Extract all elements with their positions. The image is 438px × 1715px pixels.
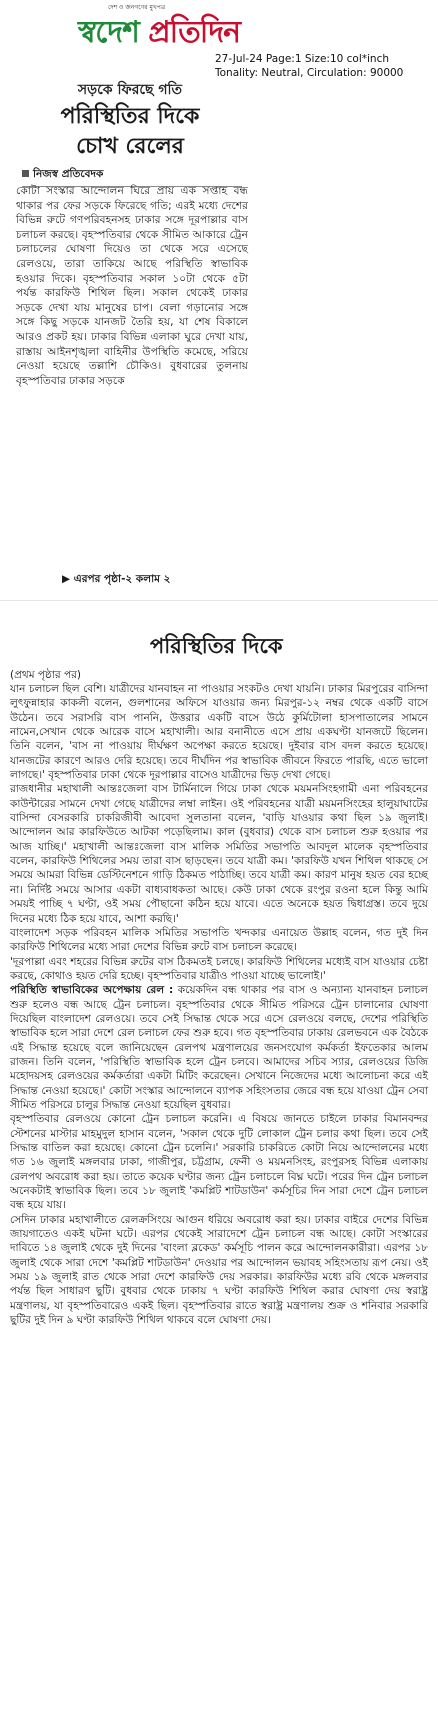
story2-paragraph: সেদিন ঢাকার মহাখালীতে রেলক্রসিংয়ে আগুন ধরিয়ে অবরোধ করা হয়। ঢাকার বাইরে দেশের বিভিন্ন জায়গাতেও একই ঘটনা ঘটে। এরপর থেকেই সারাদেশে ট্রেন চলাচল বন্ধ আছে। কোটা সংস্কারের দাবিতে ১৪ জুলাই থেকে দুই দিনের 'বাংলা ব্লকেড' কর্মসূচি পালন করে আন্দোলনকারীরা। এরপর ১৮ জুলাই থেকে সারা দেশে 'কমপ্লিট শাটডাউন' দেওয়ার পর আন্দোলন ভয়াবহ সহিংসতায় রূপ নেয়। ওই সময় ১৯ জুলাই রাত থেকে সারা দেশে কারফিউ দেয় সরকার। কারফিউর মধ্যে রবি থেকে মঙ্গলবার পর্যন্ত ছিল সাধারণ ছুটি। বুধবার থেকে ঢাকায় ৭ ঘণ্টা কারফিউ শিথিল করার ঘোষণা দেয় স্বরাষ্ট্র মন্ত্রণালয়, যা বৃহস্পতিবারেও একই ছিল। বৃহস্পতিবার রাতে স্বরাষ্ট্র মন্ত্রণালয় শুক্র ও শনিবার সরকারি ছুটির দুই দিন ৯ ঘণ্টা কারফিউ শিথিল থাকবে বলে ঘোষণা দেয়। — [10, 1213, 428, 1327]
headline-line-2: চোখ রেলের — [76, 134, 184, 159]
story2-paragraph: যান চলাচল ছিল বেশি। যাত্রীদের যানবাহন না পাওয়ার সংকটও দেখা যায়নি। ঢাকার মিরপুরের বাসিন্দা লুৎফুন্নাহার কাকলী বলেন, গুলশানের অফিসে যাওয়ার জন্য মিরপুর-১২ নম্বর থেকে একটি বাসে উঠেন। তবে সরাসরি বাস পাননি, উত্তরার একটি বাসে উঠে কুর্মিটোলা হাসপাতালের সামনে নামেন,সেখান থেকে আরেক বাসে মহাখালী। আর বনানীতে এসে প্রায় একঘণ্টা যানজটে ছিলেন। তিনি বলেন, 'বাস না পাওয়ায় দীর্ঘক্ষণ অপেক্ষা করতে হয়েছে। দুইবার বাস বদল করতে হয়েছে। যানজটের কারণে আরও দেরি হয়েছে। তবে দীর্ঘদিন পর স্বাভাবিক জীবনে ফিরতে পারছি, এতে ভালো লাগছে।' বৃহস্পতিবার ঢাকা থেকে দূরপাল্লার বাসেও যাত্রীদের ভিড় দেখা গেছে। — [10, 683, 428, 782]
meta-line-2: Tonality: Neutral, Circulation: 90000 — [215, 67, 404, 79]
subhead-text: কয়েকদিন বন্ধ থাকার পর বাস ও অন্যান্য যানবাহন চলাচল শুরু হলেও বন্ধ আছে ট্রেন চলাচল। বৃহস্পতিবার থেকে সীমিত পরিসরে ট্রেন চালানোর ঘোষণা দিয়েছিল বাংলাদেশ রেলওয়ে। তবে সেই সিদ্ধান্ত থেকে সরে এসে রেলওয়ে বলছে, দেশের পরিস্থিতি স্বাভাবিক হলে সারা দেশে রেল চলাচল ফের শুরু হবে। গত বৃহস্পতিবার ঢাকায় রেলভবনে এক বৈঠকে এই সিদ্ধান্ত হয়েছে বলে জানিয়েছেন রেলপথ মন্ত্রণালয়ের জনসংযোগ কর্মকর্তা ইফতেকার আলম রাজন। তিনি বলেন, 'পরিস্থিতি স্বাভাবিক হলে ট্রেন চলবে। আমাদের সচিব স্যার, রেলওয়ের ডিজি মহোদয়সহ রেলওয়ের কর্মকর্তারা একটা মিটিং করেছেন। সেখানে নিজেদের মধ্যে আলোচনা করে এই সিদ্ধান্ত নেওয়া হয়েছে।' কোটা সংস্কার আন্দোলনে ব্যাপক সহিংসতার জেরে বন্ধ হয়ে যাওয়া ট্রেন সেবা সীমিত পরিসরে চালুর সিদ্ধান্ত নেওয়া হয়েছিল বুধবার। — [10, 984, 429, 1111]
logo-part-1: স্বদেশ — [78, 15, 139, 50]
story1-paragraph: কোটা সংস্কার আন্দোলন ঘিরে প্রায় এক সপ্তাহ বন্ধ থাকার পর ফের সড়কে ফিরেছে গতি; এরই মধ্যে দেশের বিভিন্ন রুটে গণপরিবহনসহ ঢাকার সঙ্গে দূরপাল্লার বাস চলাচল করছে। বৃহস্পতিবার থেকে সীমিত আকারে ট্রেন চলাচলের ঘোষণা দিয়েও তা থেকে সরে এসেছে রেলওয়ে, তারা তাকিয়ে আছে পরিস্থিতি স্বাভাবিক হওয়ার দিকে। বৃহস্পতিবার সকাল ১০টা থেকে ৫টা পর্যন্ত কারফিউ শিথিল ছিল। সকাল থেকেই ঢাকার সড়কে দেখা যায় মানুষের চাপ। বেলা গড়ানোর সঙ্গে সঙ্গে কিছু সড়কে যানজট তৈরি হয়, যা শেষ বিকালে আরও প্রকট হয়। ঢাকার বিভিন্ন এলাকা ঘুরে দেখা যায়, রাস্তায় আইনশৃঙ্খলা বাহিনীর উপস্থিতি কমেছে, সরিয়ে নেওয়া হয়েছে তল্লাশি চৌকিও। বুধবারের তুলনায় বৃহস্পতিবার ঢাকার সড়কে — [16, 184, 248, 387]
story2-headline: পরিস্থিতির দিকে — [150, 634, 283, 658]
story1-body — [16, 184, 248, 388]
masthead — [0, 0, 438, 48]
clipping-meta — [215, 52, 435, 80]
story2-body — [10, 682, 428, 1327]
headline-line-1: পরিস্থিতির দিকে — [60, 104, 200, 129]
story1-headline — [14, 102, 246, 162]
continued-from-label: (প্রথম পৃষ্ঠার পর) — [10, 669, 82, 681]
meta-line-1: 27-Jul-24 Page:1 Size:10 col*inch — [215, 53, 390, 65]
logo-part-2: প্রতিদিন — [148, 15, 241, 50]
continued-text: এরপর পৃষ্ঠা-২ কলাম ২ — [73, 573, 171, 585]
continued-note: ▶ এরপর পৃষ্ঠা-২ কলাম ২ — [62, 573, 171, 585]
story2-paragraph: বাংলাদেশ সড়ক পরিবহন মালিক সমিতির সভাপতি খন্দকার এনায়েত উল্লাহ বলেন, গত দুই দিন কারফিউ শিথিলের মধ্যে সারা দেশের বিভিন্ন রুটে বাস চলাচল করেছে। — [10, 926, 428, 954]
masthead-tagline: দেশ ও জনগণের মুখপত্র — [108, 4, 166, 11]
story2-paragraph — [10, 983, 428, 1112]
story1-kicker: সড়কে ফিরছে গতি — [77, 82, 183, 98]
story2-paragraph: বৃহস্পতিবার রেলওয়ে কোনো ট্রেন চলাচল করেনি। এ বিষয়ে জানতে চাইলে ঢাকার বিমানবন্দর স্টেশনের মাস্টার মাহমুদুল হাসান বলেন, 'সকাল থেকে দুটি লোকাল ট্রেন চলার কথা ছিল। তবে সেই সিদ্ধান্ত বাতিল করা হয়েছে। কোনো ট্রেন চলেনি।' সরকারি চাকরিতে কোটা নিয়ে আন্দোলনের মধ্যে গত ১৬ জুলাই মঙ্গলবার ঢাকা, গাজীপুর, চট্টগ্রাম, ফেনী ও ময়মনসিংহ, রংপুরসহ বিভিন্ন এলাকায় রেলপথ অবরোধ করা হয়। তাতে কয়েক ঘণ্টার জন্য ট্রেন চলাচলে বিঘ্ন ঘটে। পরের দিন ট্রেন চলাচল অনেকটাই স্বাভাবিক ছিল। তবে ১৮ জুলাই 'কমপ্লিট শাটডাউন' কর্মসূচির দিন সারা দেশে ট্রেন চলাচল বন্ধ হয়ে যায়। — [10, 1113, 428, 1212]
story2-paragraph: 'দূরপাল্লা এবং শহরের বিভিন্ন রুটের বাস ঠিকমতই চলছে। কারফিউ শিথিলের মধ্যেই বাস যাওয়ার চেষ্টা করছে, কোথাও হয়ত দেরি হচ্ছে। বৃহস্পতিবার যাত্রীও পাওয়া যাচ্ছে ভালোই।' — [10, 955, 428, 982]
square-bullet-icon — [22, 170, 29, 177]
story2-paragraph: রাজধানীর মহাখালী আন্তঃজেলা বাস টার্মিনালে গিয়ে ঢাকা থেকে ময়মনসিংহগামী এনা পরিবহনের কাউন্টারের সামনে দেখা গেছে যাত্রীদের লম্বা লাইন। ওই পরিবহনের যাত্রী ময়মনসিংহের হালুয়াঘাটের বাসিন্দা বেসরকারি চাকরিজীবী আবেদা সুলতানা বলেন, 'বাড়ি যাওয়ার কথা ছিল ১৯ জুলাই। আন্দোলন আর কারফিউতে আটকা পড়েছিলাম। কাল (বুধবার) থেকে বাস চলাচল শুরু হওয়ার পর আজ যাচ্ছি।' মহাখালী আন্তঃজেলা বাস মালিক সমিতির সভাপতি আবদুল মালেক বৃহস্পতিবার বলেন, কারফিউ শিথিলের সময় তারা বাস ছাড়ছেন। তবে যাত্রী কম। 'কারফিউ যখন শিথিল থাকছে সে সময়ে আমরা বিভিন্ন ডেস্টিনেশনে গাড়ি ঠিকমত পাঠাচ্ছি। তবে যাত্রী কম। কারণ মানুষ হয়ত বের হচ্ছে না। নির্দিষ্ট সময়ে আসার একটা বাধ্যবাধকতা আছে। কেউ ঢাকা থেকে রংপুর রওনা হলে কিন্তু আমি সময়ই পাচ্ছি ৭ ঘণ্টা, ওই সময় পৌছানো কঠিন হয়ে যাবে। এতে অনেকে হয়ত দ্বিধাগ্রস্ত। তবে দুয়ে দিনের মধ্যে ঠিক হয়ে যাবে, আশা করছি।' — [10, 783, 428, 925]
byline-text: নিজস্ব প্রতিবেদক — [33, 168, 104, 180]
clipping-divider — [0, 600, 438, 601]
story1-heading — [14, 80, 246, 162]
subhead: পরিস্থিতি স্বাভাবিকের অপেক্ষায় রেল : — [10, 984, 174, 997]
